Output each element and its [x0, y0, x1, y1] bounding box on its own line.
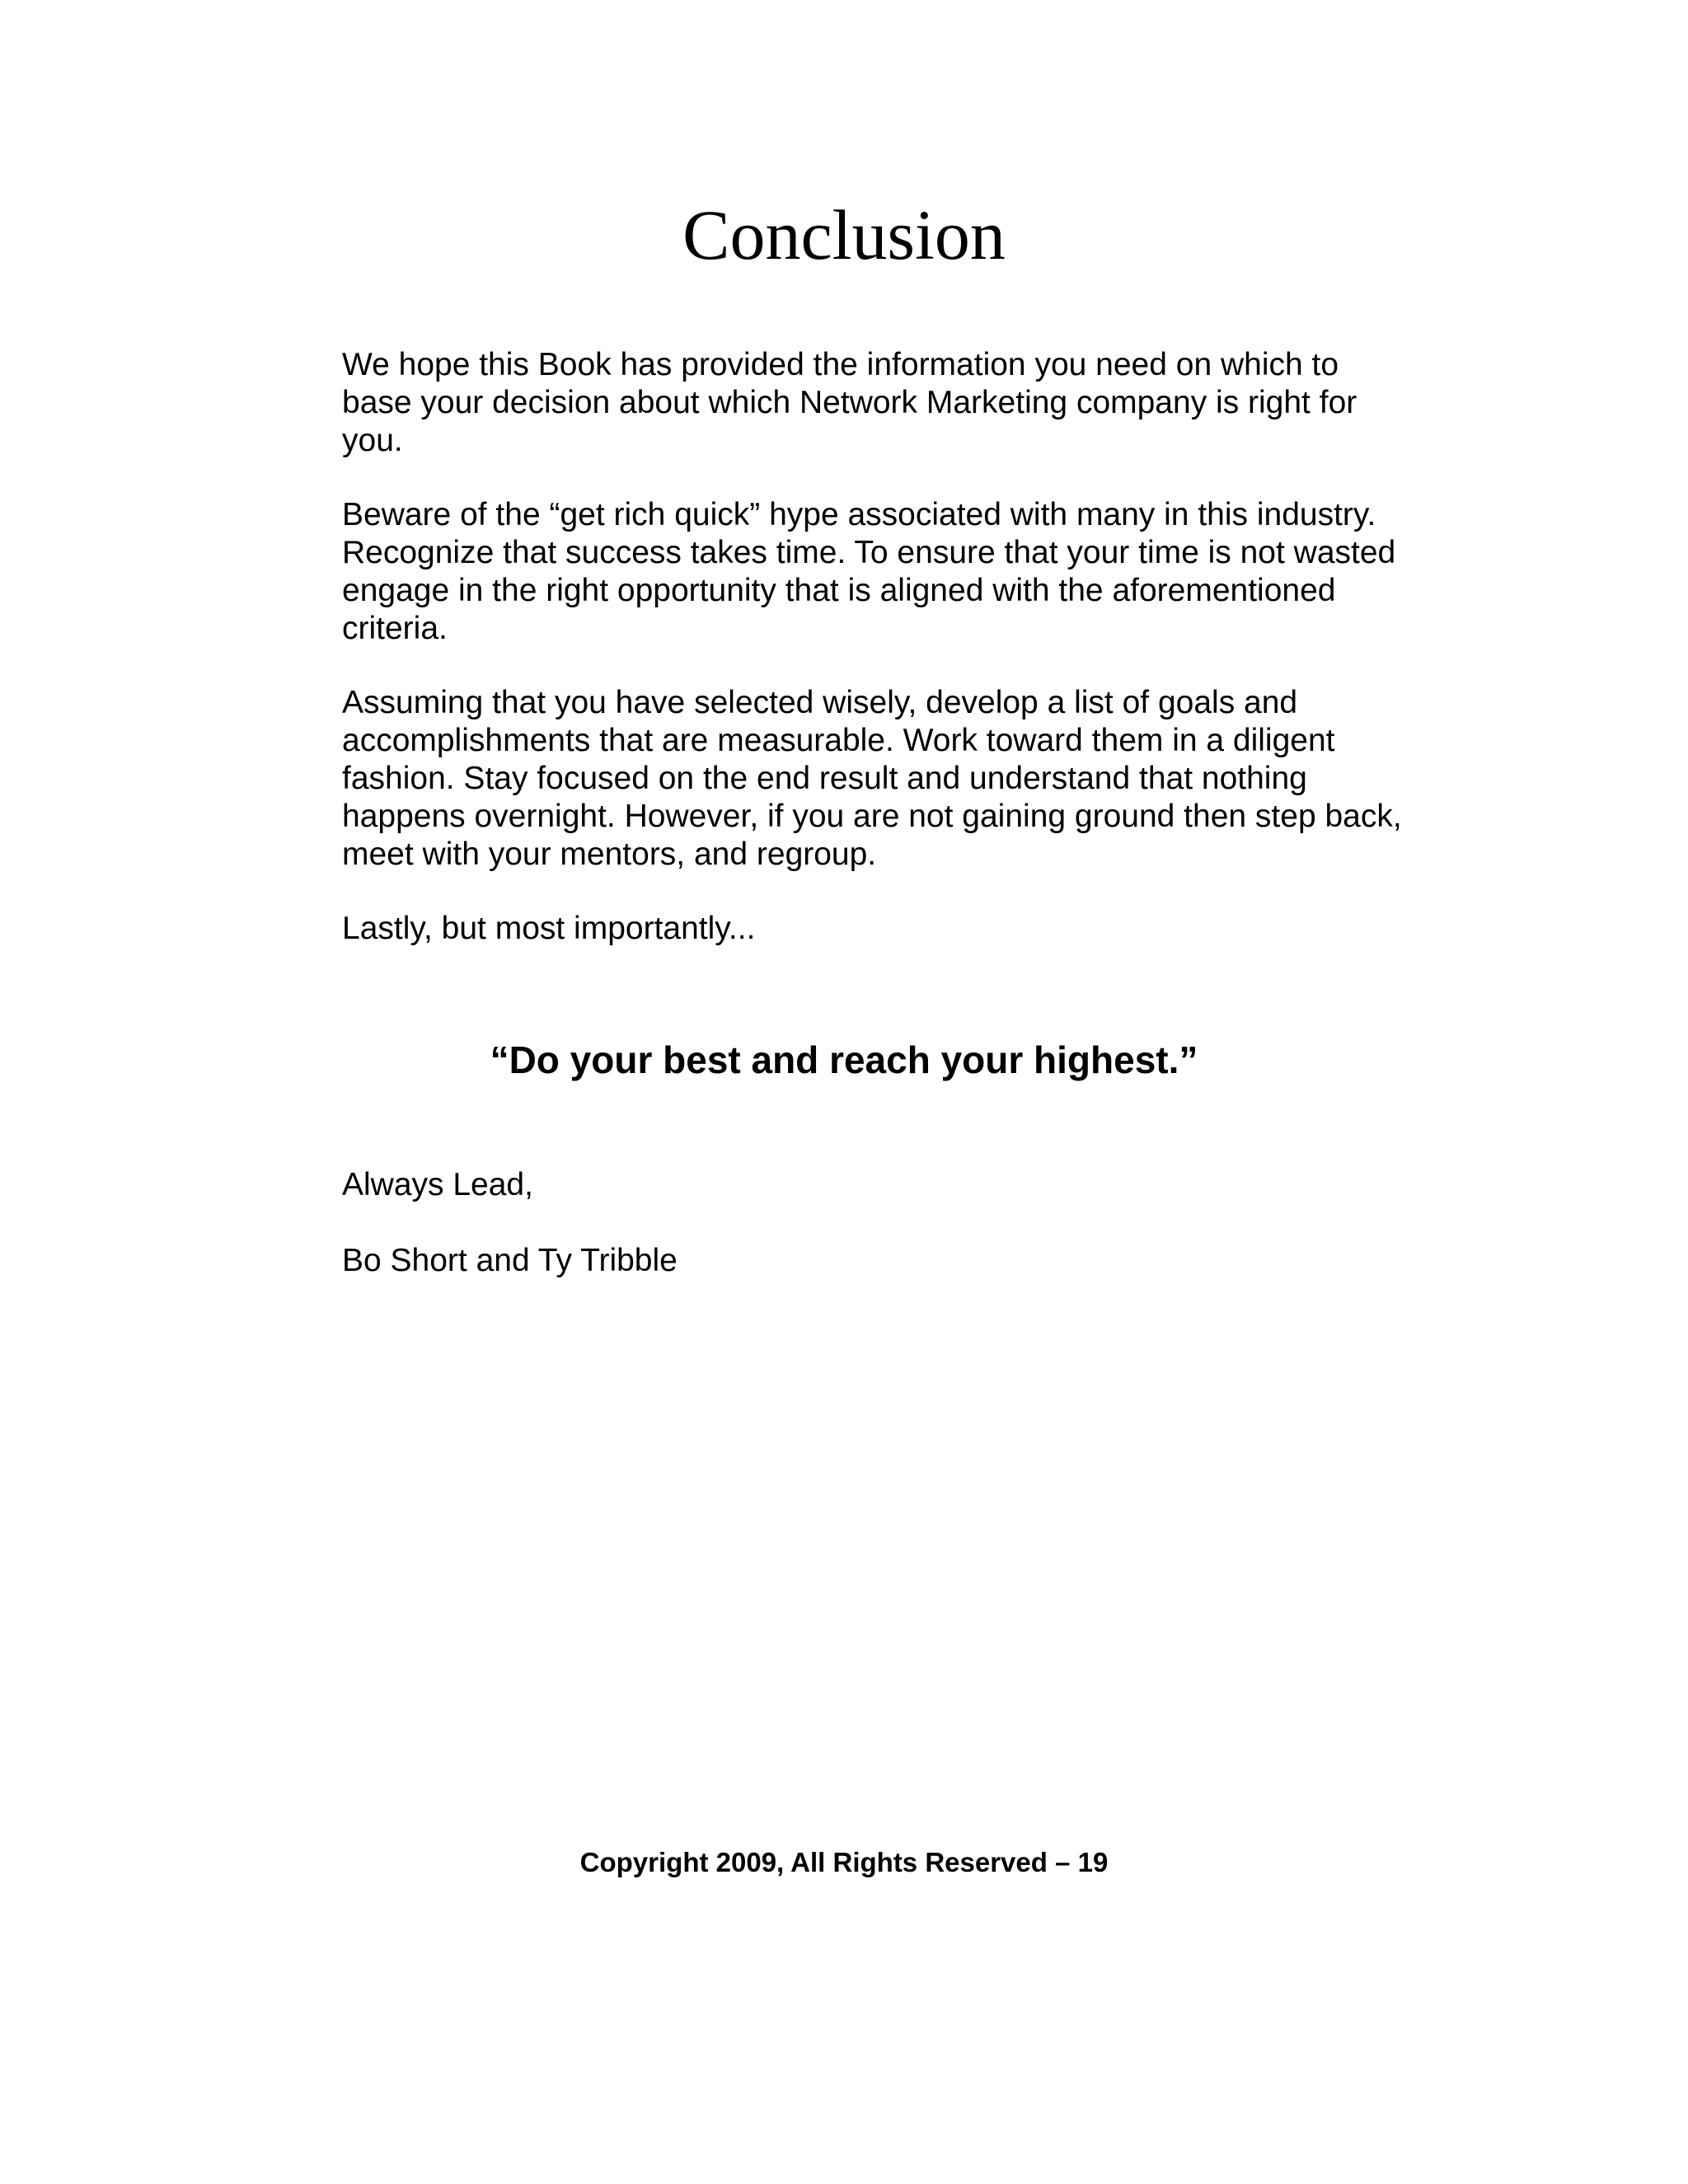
author-signature: Bo Short and Ty Tribble [342, 1243, 678, 1278]
paragraph-beware: Beware of the “get rich quick” hype associated with many in this industry. Recognize that success takes time. To ensure that your time is not wasted engage in the right opportunity that is aligned with the aforementioned criteria. [342, 497, 1396, 646]
paragraph-goals: Assuming that you have selected wisely, develop a list of goals and accomplishments that are measurable. Work toward them in a diligent fashion. Stay focused on the end result and understand that nothing happens overnight. However, if you are not gaining ground then step back, meet with your mentors, and regroup. [342, 685, 1402, 872]
paragraph-intro: We hope this Book has provided the information you need on which to base your decision about which Network Marketing company is right for you. [342, 347, 1357, 458]
highlight-quote: “Do your best and reach your highest.” [490, 1038, 1198, 1081]
paragraph-lastly: Lastly, but most importantly... [342, 911, 756, 946]
closing-line: Always Lead, [342, 1167, 533, 1202]
page-footer: Copyright 2009, All Rights Reserved – 19 [579, 1847, 1109, 1877]
page-title: Conclusion [682, 195, 1006, 274]
